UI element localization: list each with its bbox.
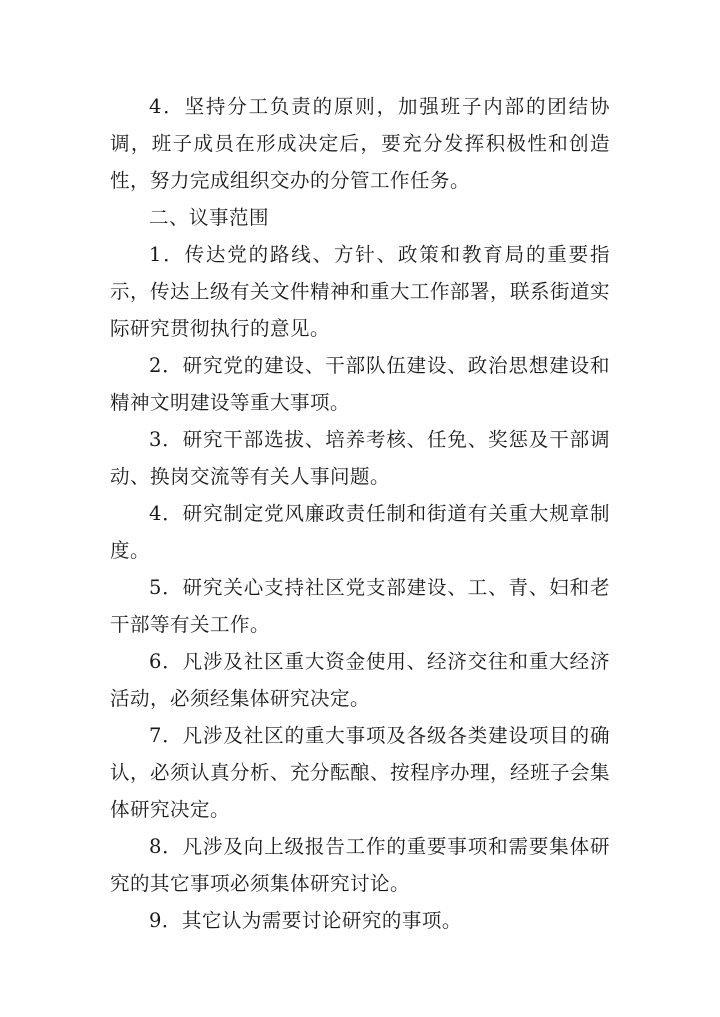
paragraph-scope-9: 9．其它认为需要讨论研究的事项。 [149, 909, 462, 932]
paragraph-scope-2: 2．研究党的建设、干部队伍建设、政治思想建设和精神文明建设等重大事项。 [110, 354, 610, 414]
paragraph-scope-8: 8．凡涉及向上级报告工作的重要事项和需要集体研究的其它事项必须集体研究讨论。 [110, 835, 610, 895]
paragraph-scope-5: 5．研究关心支持社区党支部建设、工、青、妇和老干部等有关工作。 [110, 576, 610, 636]
section-heading-scope: 二、议事范围 [149, 206, 270, 229]
paragraph-scope-3: 3．研究干部选拔、培养考核、任免、奖惩及干部调动、换岗交流等有关人事问题。 [110, 428, 610, 488]
paragraph-principle-4: 4．坚持分工负责的原则，加强班子内部的团结协调，班子成员在形成决定后，要充分发挥积极性和创造性，努力完成组织交办的分管工作任务。 [110, 95, 610, 192]
document-body [110, 88, 610, 939]
paragraph-scope-7: 7．凡涉及社区的重大事项及各级各类建设项目的确认，必须认真分析、充分酝酿、按程序办理，经班子会集体研究决定。 [110, 724, 611, 821]
paragraph-scope-6: 6．凡涉及社区重大资金使用、经济交往和重大经济活动，必须经集体研究决定。 [110, 650, 610, 710]
paragraph-scope-4: 4．研究制定党风廉政责任制和街道有关重大规章制度。 [110, 502, 610, 562]
paragraph-scope-1: 1．传达党的路线、方针、政策和教育局的重要指示，传达上级有关文件精神和重大工作部署，联系街道实际研究贯彻执行的意见。 [110, 243, 611, 340]
